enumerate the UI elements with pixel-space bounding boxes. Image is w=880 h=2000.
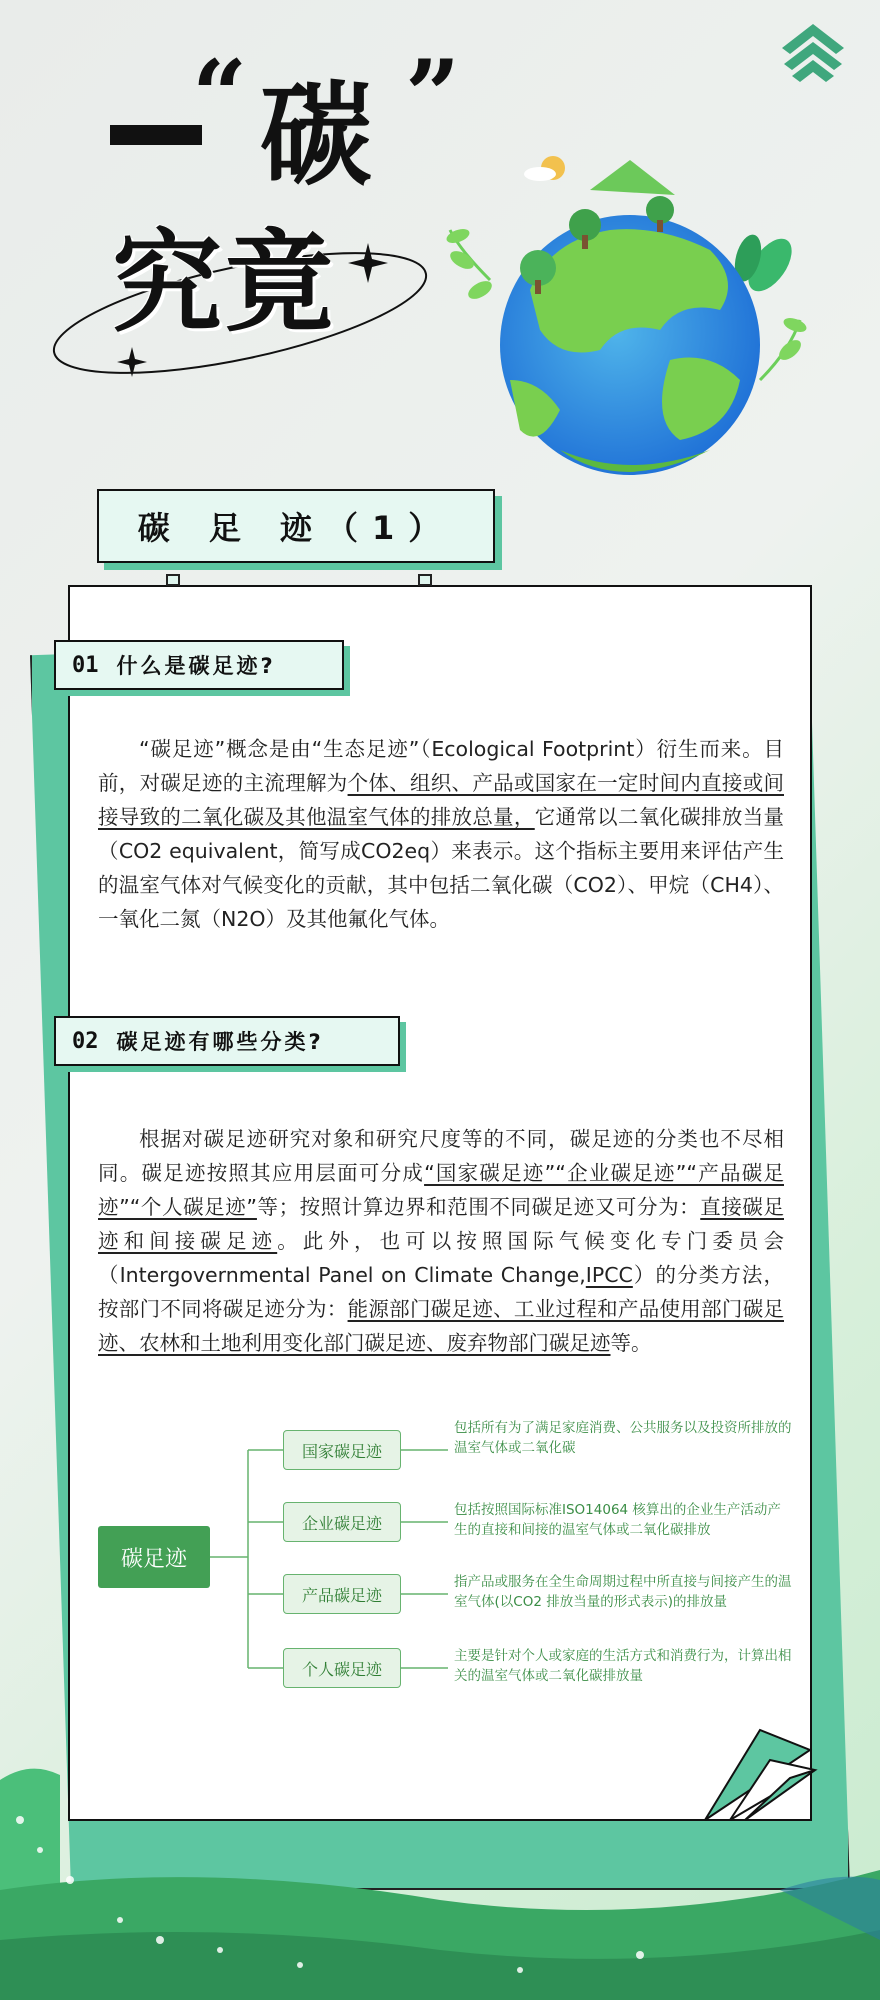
section-1-header: [54, 640, 344, 690]
panel-hanger-right: [418, 574, 432, 586]
s2-text-u2: 直接碳足迹和间接碳足迹: [98, 1195, 784, 1253]
section-2-number: 02: [72, 1028, 99, 1054]
title-dash: [110, 125, 202, 145]
panel-title-tab: [97, 489, 495, 563]
carbon-footprint-diagram: [98, 1420, 798, 1710]
section-2-title: 碳足迹有哪些分类?: [116, 1030, 324, 1054]
earth-globe-illustration: [440, 150, 820, 490]
s2-text-d: ）的分类方法，按部门不同将碳足迹分为：: [98, 1263, 785, 1321]
diagram-node-product: 产品碳足迹: [283, 1574, 401, 1614]
diagram-node-national: 国家碳足迹: [283, 1430, 401, 1470]
diagram-desc-enterprise: 包括按照国际标准ISO14064 核算出的企业生产活动产生的直接和间接的温室气体或二氧化碳排放: [454, 1502, 781, 1538]
title-line-2: 究竟: [112, 219, 336, 347]
section-2-paragraph: [98, 1122, 784, 1360]
s2-text-e: 等。: [610, 1331, 652, 1355]
section-1-title: 什么是碳足迹?: [116, 654, 276, 678]
s2-text-a: 根据对碳足迹研究对象和研究尺度等的不同，碳足迹的分类也不尽相同。碳足迹按照其应用层面可分成: [98, 1127, 784, 1185]
section-2-header: [54, 1016, 400, 1066]
grass-field-illustration: [0, 1740, 880, 2000]
diagram-node-personal: 个人碳足迹: [283, 1648, 401, 1688]
quote-open: “: [192, 39, 248, 152]
panel-title: 碳 足 迹（1）: [137, 509, 455, 547]
s2-text-c: 。此外，也可以按照国际气候变化专门委员会（Intergovernmental Panel on Climate Change,: [98, 1229, 785, 1287]
s1-text-b: 它通常以二氧化碳排放当量（CO2 equivalent，简写成CO2eq）来表示。这个指标主要用来评估产生的温室气体对气候变化的贡献，其中包括二氧化碳（CO2）、甲烷（CH4）、一氧化二氮（N2O）及其他氟化气体。: [98, 805, 784, 931]
diagram-node-enterprise: 企业碳足迹: [283, 1502, 401, 1542]
title-carbon-char: 碳: [260, 71, 372, 201]
s2-text-u1: “国家碳足迹”“企业碳足迹”“产品碳足迹”“个人碳足迹”: [98, 1161, 784, 1219]
section-1-number: 01: [72, 652, 99, 678]
s2-text-b: 等；按照计算边界和范围不同碳足迹又可分为：: [256, 1195, 701, 1219]
diagram-desc-product: 指产品或服务在全生命周期过程中所直接与间接产生的温室气体(以CO2 排放当量的形式表示)的排放量: [454, 1574, 792, 1610]
diagram-desc-personal: 主要是针对个人或家庭的生活方式和消费行为，计算出相关的温室气体或二氧化碳排放量: [454, 1648, 792, 1684]
s1-text-underlined: 个体、组织、产品或国家在一定时间内直接或间接导致的二氧化碳及其他温室气体的排放总量，: [98, 771, 784, 829]
quote-close: ”: [405, 39, 461, 152]
s2-text-u4: 能源部门碳足迹、工业过程和产品使用部门碳足迹、农林和土地利用变化部门碳足迹、废弃物部门碳足迹: [98, 1297, 784, 1355]
s2-text-u3: IPCC: [585, 1263, 633, 1287]
panel-hanger-left: [166, 574, 180, 586]
s1-text-a: “碳足迹”概念是由“生态足迹”（Ecological Footprint）衍生而来。目前，对碳足迹的主流理解为: [98, 737, 784, 795]
section-1-paragraph: [98, 732, 784, 936]
chevron-stack-icon: [780, 22, 846, 82]
diagram-root-node: 碳足迹: [98, 1526, 210, 1588]
diagram-desc-national: 包括所有为了满足家庭消费、公共服务以及投资所排放的温室气体或二氧化碳: [454, 1420, 792, 1456]
